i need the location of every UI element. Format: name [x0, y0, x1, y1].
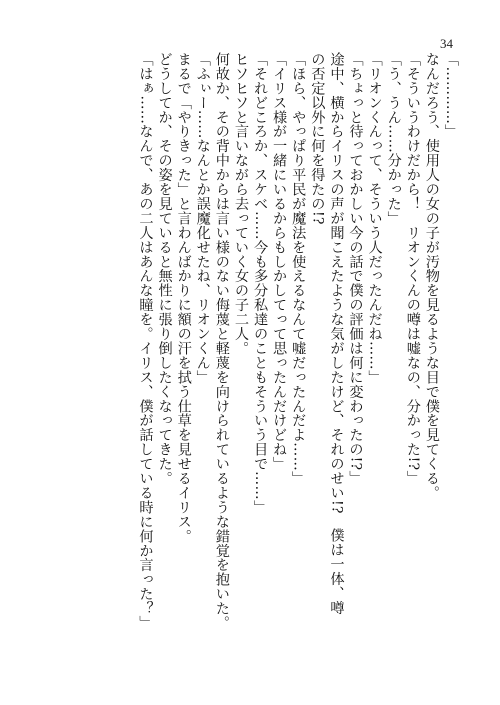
page-number: 34: [440, 36, 453, 51]
text-line: 「それどころか、スケベ……今も多分私達のこともそういう目で……」: [252, 52, 269, 515]
text-line: 何故か、その背中からは言い様のない侮蔑と軽蔑を向けられているような錯覚を抱いた。: [213, 52, 230, 630]
text-line: どうしてか、その姿を見ていると無性に張り倒したくなってきた。: [156, 52, 173, 486]
text-line: 「ほら、やっぱり平民が魔法を使えるなんて嘘だったんだよ……」: [290, 52, 307, 486]
text-line: 「リオンくんって、そういう人だったんだね……」: [366, 52, 383, 385]
body-text: [80, 52, 460, 672]
text-line: ヒソヒソと言いながら去っていく女の子二人。: [232, 52, 249, 356]
text-line: なんだろう、使用人の女の子が汚物を見るような目で僕を見てくる。: [423, 52, 440, 500]
text-line: 「はぁ……なんで、あの二人はあんな瞳を。イリス、僕が話している時に何か言った？」: [137, 52, 154, 630]
text-line: 「ちょっと待っておかしい今の話で僕の評価は何に変わったの!?」: [347, 52, 364, 485]
text-line: 「う、うん……分かった」: [385, 52, 402, 226]
text-line: 「そういうわけだから！ リオンくんの噂は嘘なの、分かった!?」: [404, 52, 421, 485]
text-line: 「…………」: [443, 52, 459, 139]
text-line: まるで「やりきった」と言わんばかりに額の汗を拭う仕草を見せるイリス。: [175, 52, 192, 544]
text-line: 途中、横からイリスの声が聞こえたような気がしたけど、それのせい!? 僕は一体、噂: [328, 52, 345, 615]
text-line: 「ふぃー……なんとか誤魔化せたね、リオンくん」: [194, 52, 211, 385]
text-line: 「イリス様が一緒にいるからもしかしてって思ったんだけどね」: [271, 52, 288, 472]
text-line: の否定以外に何を得たの!?: [309, 52, 326, 225]
